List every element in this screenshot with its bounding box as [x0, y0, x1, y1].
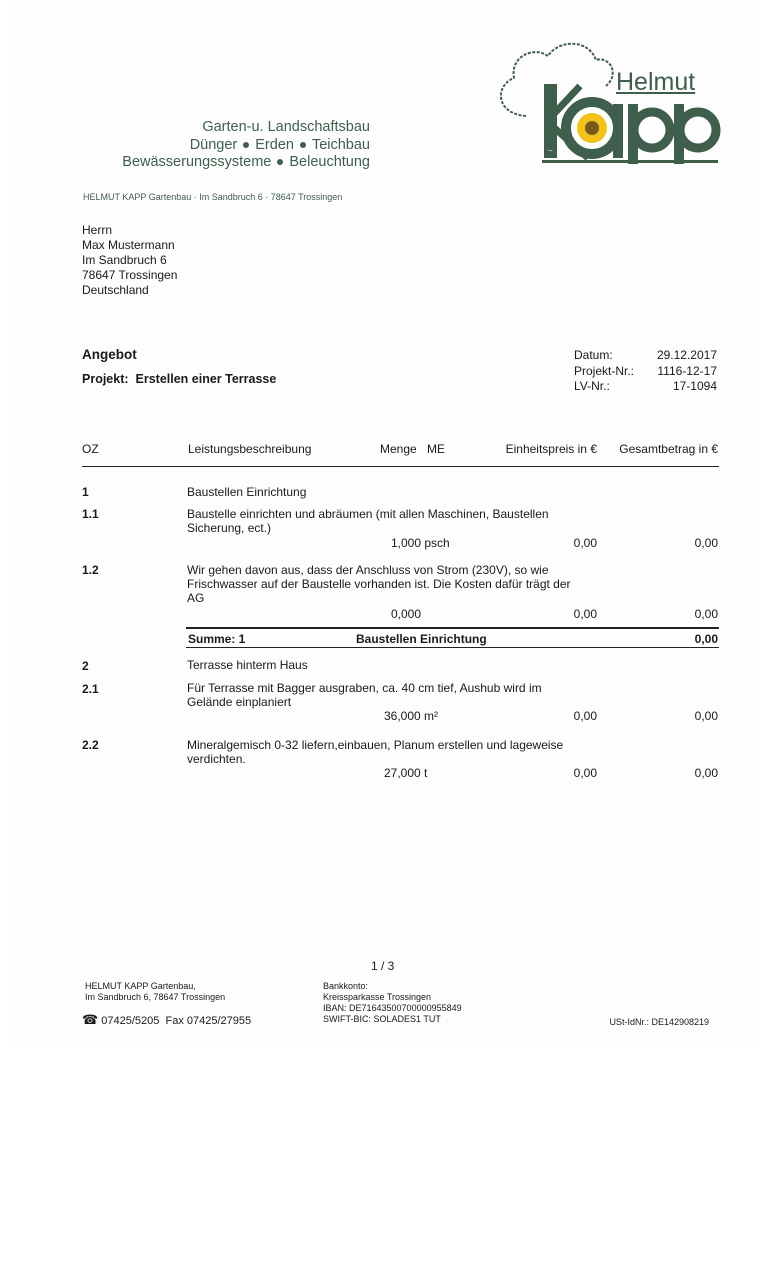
sender-line: HELMUT KAPP Gartenbau · Im Sandbruch 6 · 78647 Trossingen — [83, 192, 343, 202]
item-unit-price: 0,00 — [573, 766, 597, 780]
tagline-1: Garten-u. Landschaftsbau — [202, 119, 370, 135]
phone-icon: ☎ — [82, 1012, 99, 1027]
project-line: Projekt: Erstellen einer Terrasse — [82, 372, 277, 386]
section-oz: 2 — [82, 659, 89, 673]
item-unit-price: 0,00 — [573, 607, 597, 621]
footer-company: HELMUT KAPP Gartenbau, Im Sandbruch 6, 78647 Trossingen — [85, 981, 226, 1002]
subtotal-label: Summe: 1 — [188, 632, 246, 646]
document-title: Angebot — [82, 347, 137, 362]
item-unit-price: 0,00 — [573, 709, 597, 723]
item-quantity: 1,000 psch — [391, 536, 450, 550]
footer-ustid: USt-IdNr.: DE142908219 — [609, 1017, 709, 1027]
item-total: 0,00 — [694, 607, 718, 621]
item-quantity: 27,000 t — [384, 766, 428, 780]
subtotal-name: Baustellen Einrichtung — [356, 632, 487, 646]
item-total: 0,00 — [694, 536, 718, 550]
item-description: Wir gehen davon aus, dass der Anschluss von Strom (230V), so wie Frischwasser auf der Baustelle vorhanden ist. Die Kosten dafür trägt der AG — [187, 563, 571, 605]
meta-values: 29.12.2017 1116-12-17 17-1094 — [656, 348, 717, 393]
col-desc: Leistungsbeschreibung — [188, 442, 312, 456]
item-unit-price: 0,00 — [573, 536, 597, 550]
col-gp: Gesamtbetrag in € — [619, 442, 718, 456]
subtotal-rule-top — [186, 627, 719, 629]
section-title: Terrasse hinterm Haus — [187, 658, 308, 672]
item-oz: 2.2 — [82, 738, 99, 752]
item-total: 0,00 — [694, 709, 718, 723]
item-oz: 2.1 — [82, 682, 99, 696]
item-description: Baustelle einrichten und abräumen (mit allen Maschinen, Baustellen Sicherung, ect.) — [187, 507, 549, 535]
subtotal-value: 0,00 — [694, 632, 718, 646]
footer-contact: ☎ 07425/5205 Fax 07425/27955 — [82, 1012, 252, 1027]
section-title: Baustellen Einrichtung — [187, 485, 307, 499]
item-total: 0,00 — [694, 766, 718, 780]
logo-first-name: Helmut — [616, 68, 696, 96]
tagline-2: Dünger Erden Teichbau — [189, 137, 370, 153]
item-description: Für Terrasse mit Bagger ausgraben, ca. 40 cm tief, Aushub wird im Gelände einplaniert — [187, 681, 542, 709]
recipient-address: Herrn Max Mustermann Im Sandbruch 6 78647 Trossingen Deutschland — [82, 223, 178, 297]
item-quantity: 0,000 — [391, 607, 422, 621]
section-oz: 1 — [82, 485, 89, 499]
col-ep: Einheitspreis in € — [505, 442, 597, 456]
col-oz: OZ — [82, 442, 99, 456]
company-logo — [488, 34, 724, 170]
item-quantity: 36,000 m² — [384, 709, 439, 723]
tagline-3: Bewässerungssysteme Beleuchtung — [122, 154, 370, 170]
footer-bank: Bankkonto: Kreissparkasse Trossingen IBAN: DE71643500700000955849 SWIFT-BIC: SOLADES1 TUT — [323, 981, 462, 1024]
item-description: Mineralgemisch 0-32 liefern,einbauen, Planum erstellen und lageweise verdichten. — [187, 738, 564, 766]
col-me: ME — [427, 442, 445, 456]
logo-last-name: Kapp — [548, 150, 553, 152]
col-menge: Menge — [380, 442, 417, 456]
sunflower-icon — [577, 113, 607, 143]
page-number: 1 / 3 — [371, 959, 395, 973]
subtotal-rule-bottom — [186, 647, 719, 648]
item-oz: 1.1 — [82, 507, 99, 521]
meta-labels: Datum: Projekt-Nr.: LV-Nr.: — [574, 348, 635, 393]
header-rule — [82, 466, 719, 467]
item-oz: 1.2 — [82, 563, 99, 577]
